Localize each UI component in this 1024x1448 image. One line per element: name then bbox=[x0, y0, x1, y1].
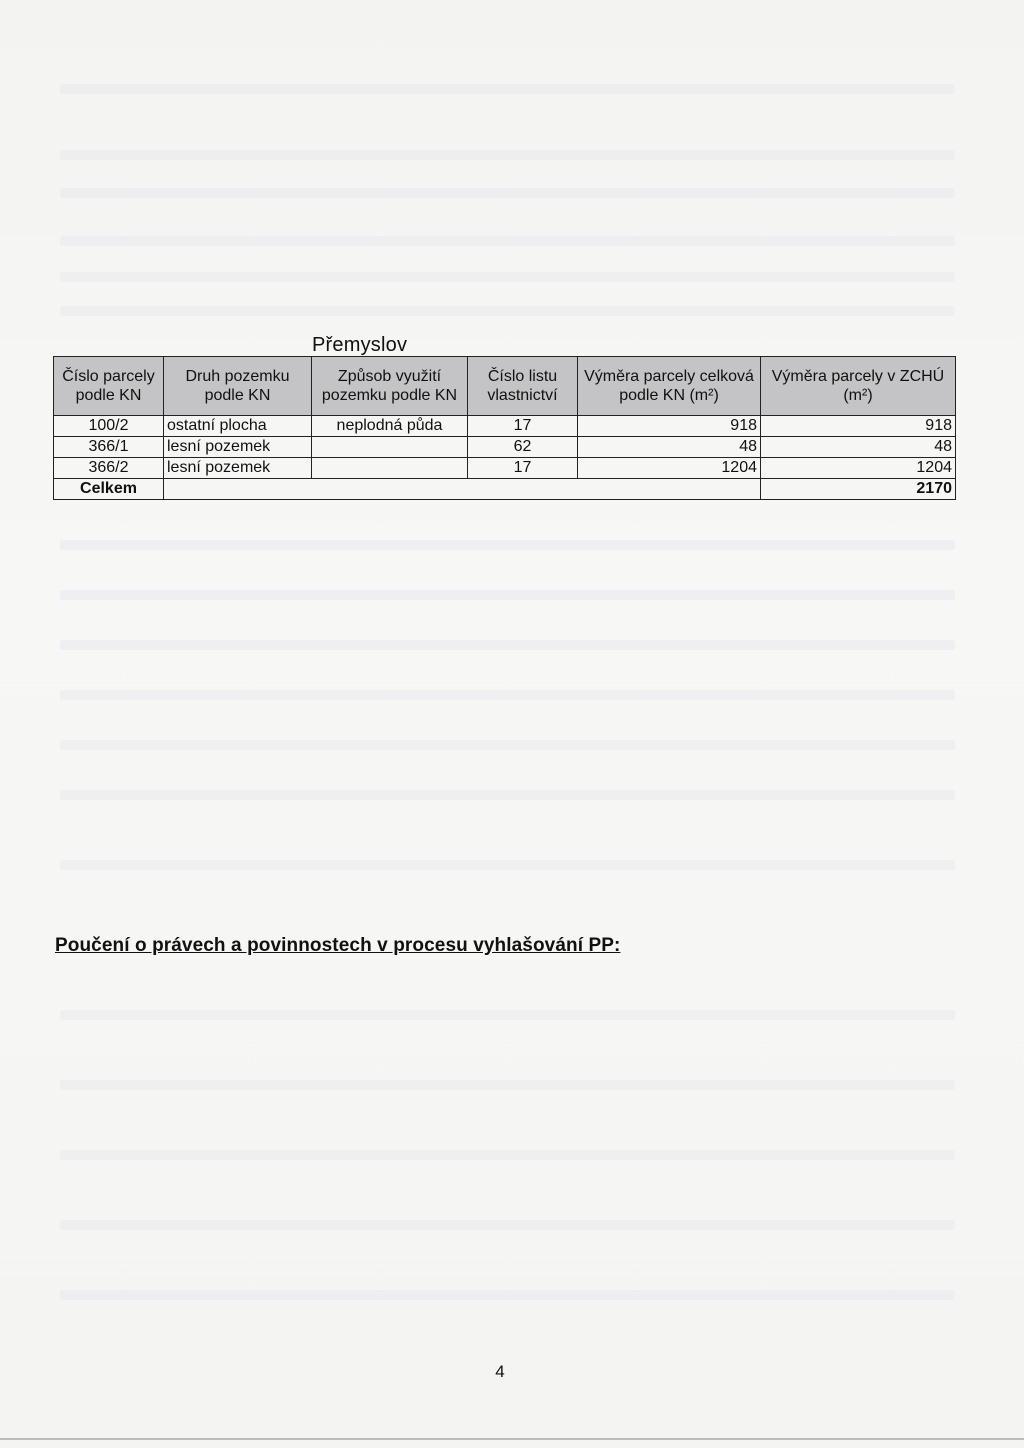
bleed-through-line bbox=[60, 1290, 955, 1300]
parcel-number-cell: 366/1 bbox=[54, 437, 164, 458]
table-total-row bbox=[54, 479, 956, 500]
total-area-cell: 48 bbox=[578, 437, 761, 458]
ownership-sheet-cell: 17 bbox=[468, 458, 578, 479]
bleed-through-line bbox=[60, 690, 955, 700]
protected-area-cell: 918 bbox=[761, 416, 956, 437]
land-type-cell: lesní pozemek bbox=[164, 437, 312, 458]
column-header-parcel-number: Číslo parcely podle KN bbox=[54, 357, 164, 416]
table-title: Přemyslov bbox=[312, 334, 408, 356]
land-type-cell: lesní pozemek bbox=[164, 458, 312, 479]
table-row bbox=[54, 458, 956, 479]
bleed-through-line bbox=[60, 640, 955, 650]
column-header-total-area: Výměra parcely celková podle KN (m²) bbox=[578, 357, 761, 416]
total-empty-cell bbox=[164, 479, 761, 500]
total-area-cell: 918 bbox=[578, 416, 761, 437]
bleed-through-line bbox=[60, 1150, 955, 1160]
protected-area-cell: 1204 bbox=[761, 458, 956, 479]
ownership-sheet-cell: 17 bbox=[468, 416, 578, 437]
table-header-row bbox=[54, 357, 956, 416]
bleed-through-line bbox=[60, 790, 955, 800]
bleed-through-line bbox=[60, 272, 955, 282]
section-heading: Poučení o právech a povinnostech v procesu vyhlašování PP: bbox=[55, 935, 621, 956]
protected-area-cell: 48 bbox=[761, 437, 956, 458]
land-use-cell: neplodná půda bbox=[312, 416, 468, 437]
land-use-cell bbox=[312, 458, 468, 479]
table-row bbox=[54, 437, 956, 458]
bleed-through-line bbox=[60, 1010, 955, 1020]
bleed-through-line bbox=[60, 84, 955, 94]
bleed-through-line bbox=[60, 1220, 955, 1230]
bleed-through-line bbox=[60, 150, 955, 160]
total-value-cell: 2170 bbox=[761, 479, 956, 500]
bleed-through-line bbox=[60, 860, 955, 870]
parcel-number-cell: 366/2 bbox=[54, 458, 164, 479]
bleed-through-line bbox=[60, 1080, 955, 1090]
bleed-through-line bbox=[60, 740, 955, 750]
parcel-table bbox=[53, 356, 956, 500]
page-number: 4 bbox=[495, 1362, 505, 1381]
parcel-number-cell: 100/2 bbox=[54, 416, 164, 437]
total-area-cell: 1204 bbox=[578, 458, 761, 479]
total-label-cell: Celkem bbox=[54, 479, 164, 500]
bleed-through-line bbox=[60, 540, 955, 550]
bleed-through-line bbox=[60, 590, 955, 600]
bleed-through-line bbox=[60, 236, 955, 246]
ownership-sheet-cell: 62 bbox=[468, 437, 578, 458]
column-header-land-use: Způsob využití pozemku podle KN bbox=[312, 357, 468, 416]
column-header-protected-area: Výměra parcely v ZCHÚ (m²) bbox=[761, 357, 956, 416]
land-use-cell bbox=[312, 437, 468, 458]
page-edge-line bbox=[0, 1438, 1024, 1440]
land-type-cell: ostatní plocha bbox=[164, 416, 312, 437]
column-header-land-type: Druh pozemku podle KN bbox=[164, 357, 312, 416]
column-header-ownership-sheet: Číslo listu vlastnictví bbox=[468, 357, 578, 416]
table-row bbox=[54, 416, 956, 437]
bleed-through-line bbox=[60, 188, 955, 198]
bleed-through-line bbox=[60, 306, 955, 316]
